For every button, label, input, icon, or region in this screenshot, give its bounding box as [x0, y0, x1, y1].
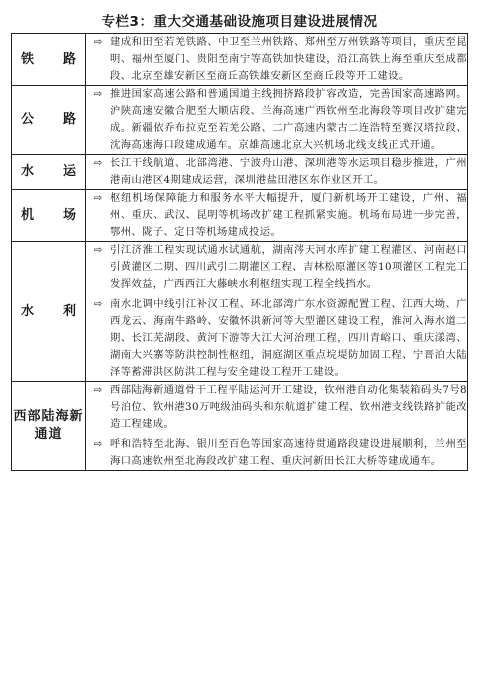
- table-row: [12, 86, 468, 155]
- item-text: 引江济淮工程实现试通水试通航，湖南涔天河水库扩建工程灌区、河南赵口引黄灌区二期、四川武引二期灌区工程、吉林松原灌区等10项灌区工程完工发挥效益，广西西江大藤峡水利枢纽实现工程全线挡水。: [110, 244, 467, 290]
- list-item: [86, 382, 467, 433]
- item-text: 南水北调中线引江补汉工程、环北部湾广东水资源配置工程、江西大坳、广西龙云、海南牛路岭、安徽怀洪新河等大型灌区建设工程，淮河入海水道二期、长江芜湖段、黄河下游等大江大河治理工程，四川青峪口、重庆漾湾、湖南大兴寨等防洪控制性枢纽，洞庭湖区重点垸堤防加固工程、宁晋泊大陆泽等蓄滞洪区防洪工程与安全建设工程开工建设。: [110, 298, 467, 378]
- row-category: 西部陆海新通道: [12, 382, 86, 471]
- table-row: [12, 155, 468, 190]
- arrow-bullet-icon: ⇨: [93, 299, 103, 310]
- arrow-bullet-icon: ⇨: [93, 439, 103, 450]
- row-category: 水 利: [12, 242, 86, 382]
- list-item: [86, 86, 467, 154]
- item-text: 建成和田至若羌铁路、中卫至兰州铁路、郑州至万州铁路等项目，重庆至昆明、福州至厦门、贵阳至南宁等高铁加快建设，沿江高铁上海至重庆至成都段、北京至雄安新区至商丘高铁雄安新区至商丘段等开工建设。: [110, 36, 467, 82]
- row-category: 水 运: [12, 155, 86, 190]
- row-content: [86, 242, 468, 382]
- arrow-bullet-icon: ⇨: [93, 245, 103, 256]
- row-content: [86, 86, 468, 155]
- table-row: [12, 382, 468, 471]
- item-text: 枢纽机场保障能力和服务水平大幅提升，厦门新机场开工建设，广州、福州、重庆、武汉、昆明等机场改扩建工程抓紧实施。机场布局进一步完善，鄂州、陇子、定日等机场建成投运。: [110, 192, 467, 238]
- row-content: [86, 155, 468, 190]
- list-item: [86, 155, 467, 189]
- page-title: 专栏3：重大交通基础设施项目建设进展情况: [101, 14, 378, 30]
- item-text: 西部陆海新通道骨干工程平陆运河开工建设，钦州港自动化集装箱码头7号8号泊位、钦州港30万吨级油码头和东航道扩建工程、钦州港支线铁路扩能改造工程建成。: [110, 384, 467, 430]
- list-item: [86, 190, 467, 241]
- row-content: [86, 34, 468, 86]
- item-text: 长江干线航道、北部湾港、宁波舟山港、深圳港等水运项目稳步推进，广州港南山港区4期建成运营，深圳港盐田港区东作业区开工。: [110, 157, 467, 186]
- arrow-bullet-icon: ⇨: [93, 385, 103, 396]
- list-item: [86, 34, 467, 85]
- row-content: [86, 382, 468, 471]
- list-item: [86, 436, 467, 470]
- table-row: [12, 190, 468, 242]
- arrow-bullet-icon: ⇨: [93, 193, 103, 204]
- row-category: 机 场: [12, 190, 86, 242]
- row-category: 公 路: [12, 86, 86, 155]
- table-row: [12, 242, 468, 382]
- list-item: [86, 242, 467, 293]
- item-text: 推进国家高速公路和普通国道主线拥挤路段扩容改造，完善国家高速路网。沪陕高速安徽合肥至大顺店段、兰海高速广西钦州至北海段等项目改扩建完成。新疆依乔布拉克至若羌公路、二广高速内蒙古二连浩特至赛汉塔拉段、沈海高速海口段建成通车。京雄高速北京大兴机场北线支线正式开通。: [110, 88, 467, 151]
- table-row: [12, 34, 468, 86]
- list-item: [86, 296, 467, 381]
- arrow-bullet-icon: ⇨: [93, 158, 103, 169]
- row-content: [86, 190, 468, 242]
- arrow-bullet-icon: ⇨: [93, 37, 103, 48]
- row-category: 铁 路: [12, 34, 86, 86]
- arrow-bullet-icon: ⇨: [93, 89, 103, 100]
- item-text: 呼和浩特至北海、银川至百色等国家高速待贯通路段建设进展顺利，兰州至海口高速钦州至北海段改扩建工程、重庆河新田长江大桥等建成通车。: [110, 438, 467, 467]
- project-table: [11, 33, 468, 471]
